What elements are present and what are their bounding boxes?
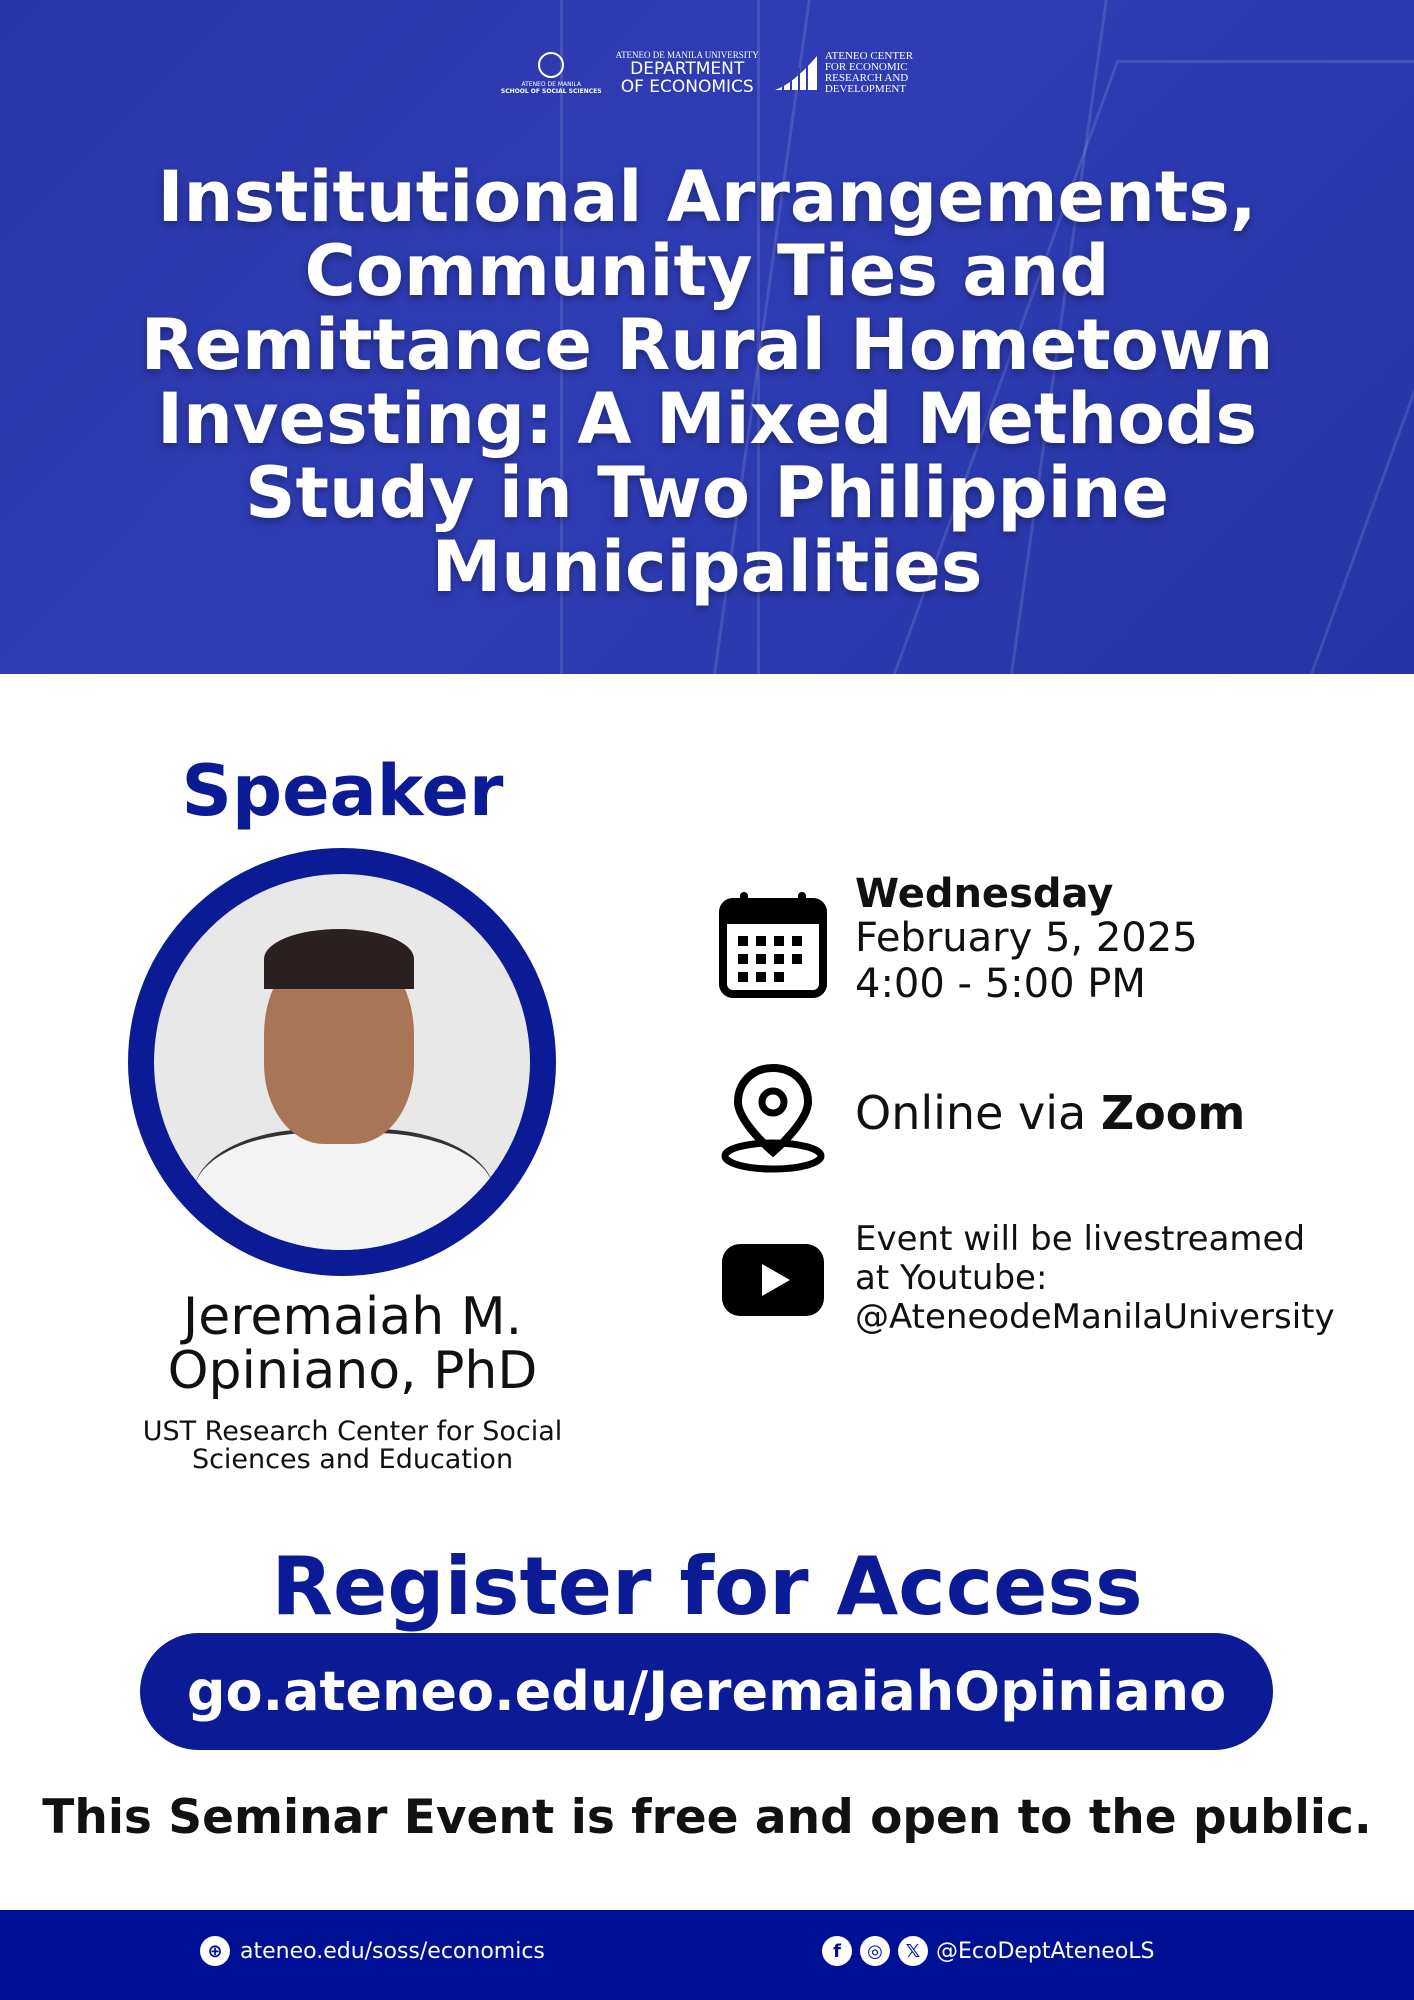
- econ-logo-small: ATENEO DE MANILA UNIVERSITY: [615, 50, 759, 60]
- cerd-logo: [773, 51, 913, 95]
- title-line: Remittance Rural Hometown: [140, 304, 1274, 386]
- registration-link[interactable]: go.ateneo.edu/JeremaiahOpiniano: [140, 1633, 1273, 1750]
- speaker-name: [80, 1287, 625, 1401]
- event-date: February 5, 2025: [855, 915, 1198, 961]
- title-line: Institutional Arrangements,: [157, 156, 1257, 238]
- speaker-affiliation: [80, 1418, 625, 1474]
- affiliation-line: Sciences and Education: [191, 1444, 514, 1475]
- event-location: [855, 1086, 1245, 1140]
- cerd-line: ATENEO CENTER: [824, 50, 914, 62]
- speaker-name-line: Opiniano, PhD: [167, 1341, 538, 1401]
- youtube-handle: @AteneodeManilaUniversity: [855, 1297, 1335, 1337]
- econ-logo-line2: OF ECONOMICS: [620, 77, 754, 97]
- globe-icon: ⊕: [200, 1936, 230, 1966]
- livestream-line: Event will be livestreamed: [855, 1219, 1306, 1259]
- free-admission-note: This Seminar Event is free and open to the public.: [42, 1790, 1372, 1845]
- title-line: Municipalities: [431, 526, 983, 608]
- register-heading: Register for Access: [271, 1540, 1143, 1633]
- bar-chart-icon: [773, 54, 819, 92]
- soss-logo: [501, 52, 602, 95]
- facebook-icon[interactable]: f: [822, 1936, 852, 1966]
- header-banner: [0, 0, 1414, 674]
- cerd-line: FOR ECONOMIC: [824, 61, 908, 73]
- event-time: 4:00 - 5:00 PM: [855, 961, 1146, 1007]
- website-link[interactable]: ateneo.edu/soss/economics: [240, 1938, 545, 1964]
- speaker-name-line: Jeremaiah M.: [182, 1287, 523, 1347]
- affiliation-line: UST Research Center for Social: [142, 1416, 563, 1447]
- location-pin-icon: [718, 1060, 828, 1175]
- footer: [0, 1910, 1414, 2000]
- soss-logo-text: ATENEO DE MANILA: [521, 80, 581, 88]
- livestream-line: at Youtube:: [855, 1258, 1048, 1298]
- title-line: Community Ties and: [304, 230, 1110, 312]
- soss-logo-subtext: SCHOOL OF SOCIAL SCIENCES: [500, 87, 602, 95]
- seminar-title: [60, 156, 1354, 608]
- x-twitter-icon[interactable]: 𝕏: [898, 1936, 928, 1966]
- social-handle[interactable]: @EcoDeptAteneoLS: [936, 1938, 1155, 1964]
- econ-logo-line1: DEPARTMENT: [630, 59, 745, 79]
- youtube-icon: [718, 1240, 828, 1320]
- title-line: Investing: A Mixed Methods: [156, 378, 1257, 460]
- cerd-line: RESEARCH AND: [824, 72, 909, 84]
- location-platform: Zoom: [1100, 1086, 1246, 1140]
- title-line: Study in Two Philippine: [245, 452, 1169, 534]
- instagram-icon[interactable]: ◎: [860, 1936, 890, 1966]
- calendar-icon: [718, 890, 828, 1000]
- speaker-heading: Speaker: [181, 750, 504, 832]
- speaker-photo: [128, 848, 556, 1276]
- economics-logo: [616, 50, 759, 96]
- location-prefix: Online via: [855, 1086, 1101, 1140]
- livestream-info: [855, 1220, 1335, 1337]
- cerd-line: DEVELOPMENT: [824, 83, 907, 95]
- event-day: Wednesday: [855, 871, 1114, 917]
- logo-row: [0, 50, 1414, 96]
